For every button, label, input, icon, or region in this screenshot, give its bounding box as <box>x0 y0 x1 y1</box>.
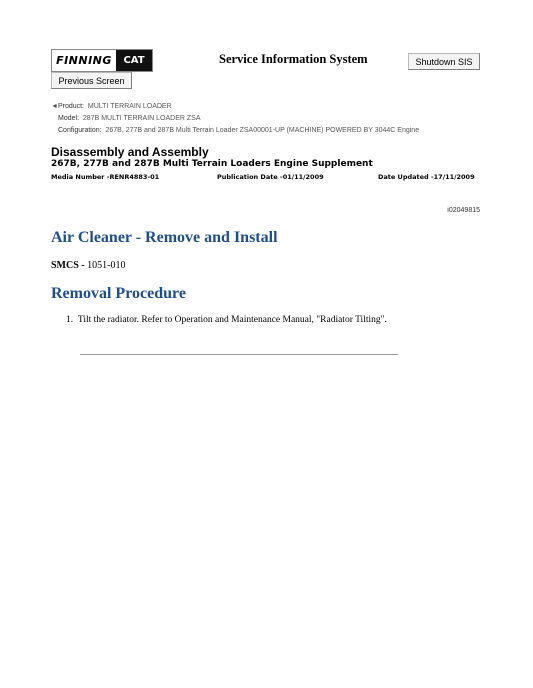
configuration-label: Configuration: <box>58 127 102 134</box>
document-id: i02049815 <box>447 207 480 214</box>
model-value: 287B MULTI TERRAIN LOADER ZSA <box>82 115 201 122</box>
media-number: Media Number -RENR4883-01 <box>51 173 160 181</box>
step-text: Tilt the radiator. Refer to Operation and Maintenance Manual, "Radiator Tilting". <box>77 315 387 325</box>
product-value: MULTI TERRAIN LOADER <box>87 103 172 110</box>
configuration-line <box>58 127 419 134</box>
date-updated: Date Updated -17/11/2009 <box>378 173 475 181</box>
previous-screen-button[interactable]: Previous Screen <box>51 72 132 89</box>
step-number: 1. <box>66 315 74 325</box>
smcs-code: 1051-010 <box>84 260 126 271</box>
section-heading: Removal Procedure <box>51 285 186 302</box>
cat-logo-text: CAT <box>116 50 152 71</box>
configuration-value: 267B, 277B and 287B Multi Terrain Loader ZSA00001-UP (MACHINE) POWERED BY 3044C Engine <box>105 127 420 134</box>
product-arrow-icon: ◄ <box>51 103 58 110</box>
shutdown-sis-button[interactable]: Shutdown SIS <box>408 53 480 70</box>
page-title: Service Information System <box>219 52 368 66</box>
model-line <box>58 115 201 122</box>
smcs-line <box>51 260 125 271</box>
divider <box>80 354 398 355</box>
smcs-label: SMCS - <box>51 260 85 271</box>
list-item <box>66 315 387 325</box>
publication-date: Publication Date -01/11/2009 <box>217 173 324 181</box>
document-title: Disassembly and Assembly <box>51 145 209 159</box>
product-line <box>51 103 172 110</box>
document-subtitle: 267B, 277B and 287B Multi Terrain Loaders Engine Supplement <box>51 159 373 169</box>
procedure-heading: Air Cleaner - Remove and Install <box>51 229 278 246</box>
finning-cat-logo <box>51 49 153 72</box>
finning-logo-text: FINNING <box>52 50 116 71</box>
product-label: Product: <box>57 103 85 110</box>
model-label: Model: <box>58 115 80 122</box>
